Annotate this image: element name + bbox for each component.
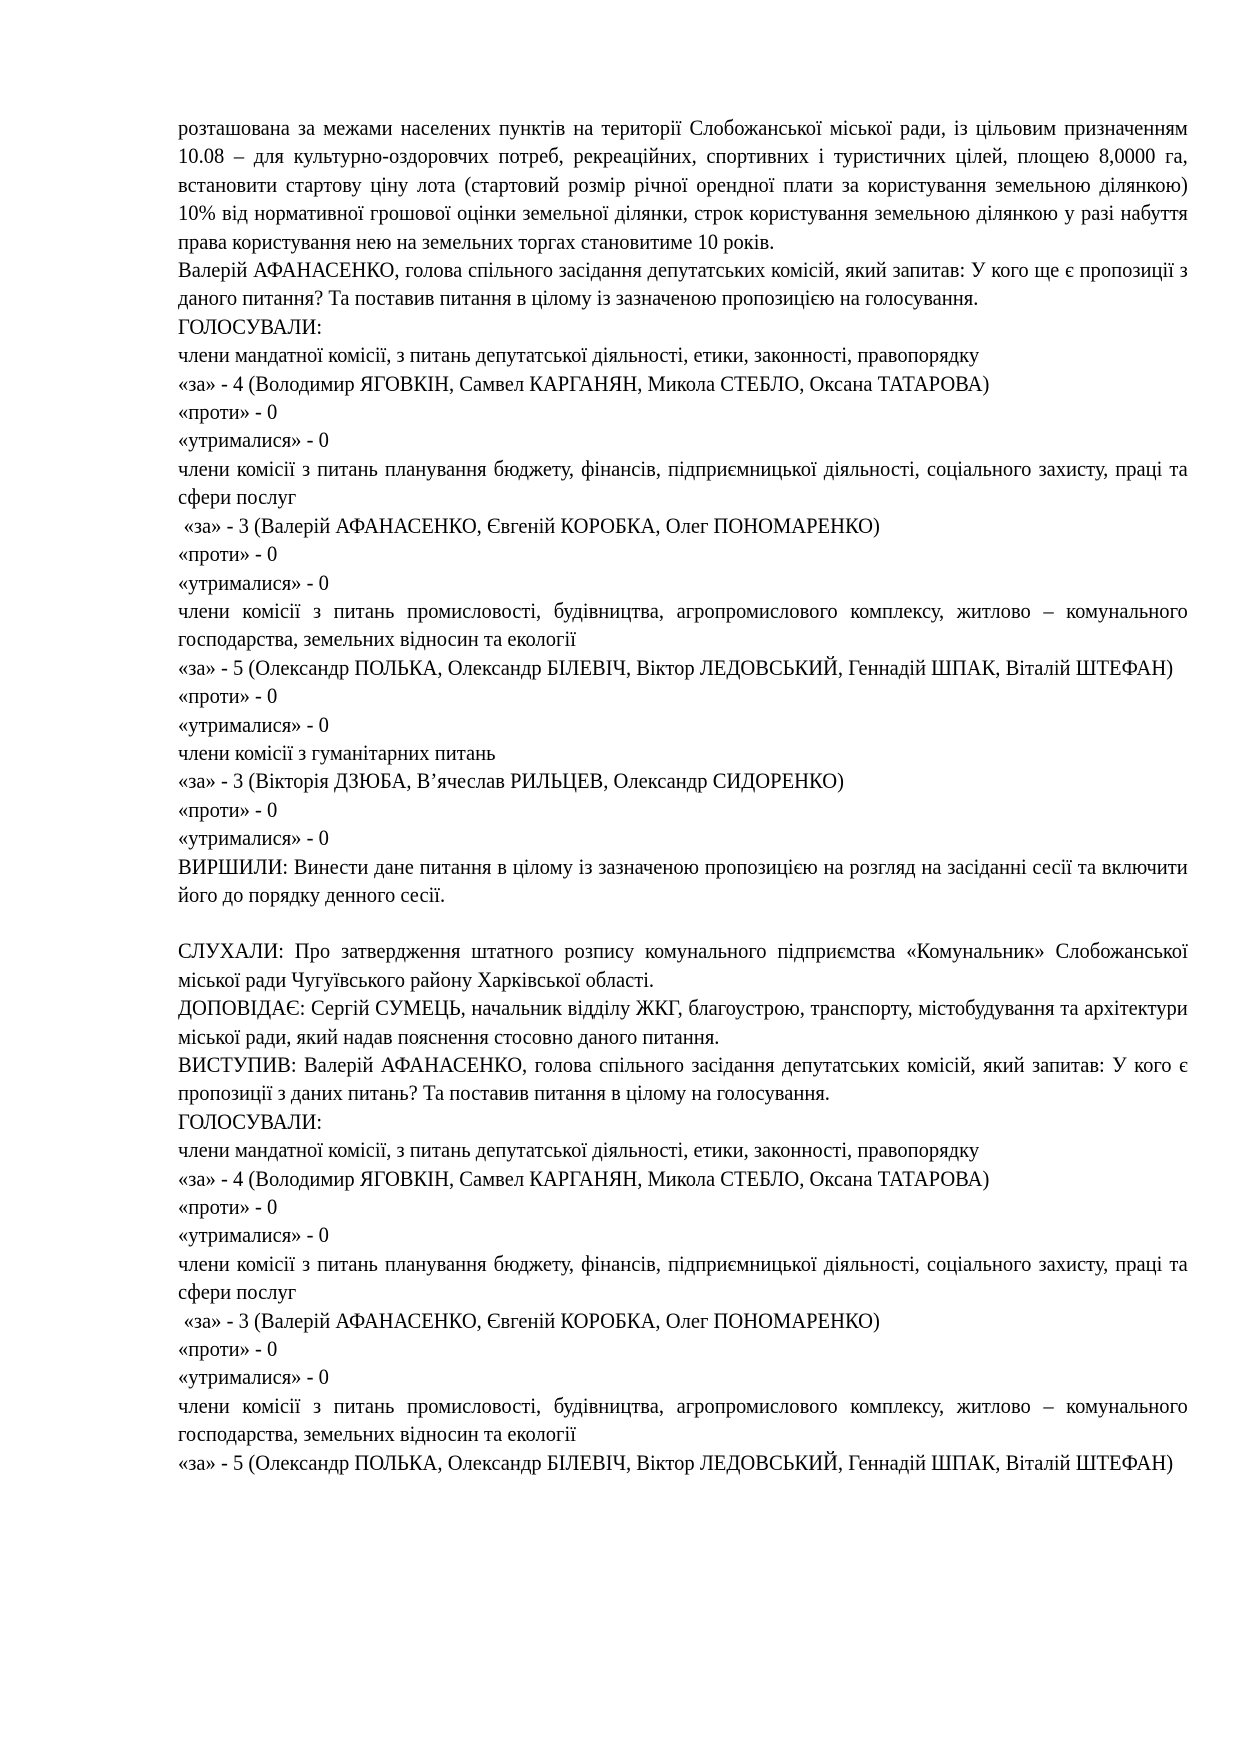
commission-mandate-title: члени мандатної комісії, з питань депутатської діяльності, етики, законності, правопорядку [178,342,980,368]
commission-mandate-against: «проти» - 0 [178,399,278,425]
commission-humanitarian-against: «проти» - 0 [178,796,278,822]
commission-mandate-for: «за» - 4 (Володимир ЯГОВКІН, Самвел КАРГАНЯН, Микола СТЕБЛО, Оксана ТАТАРОВА) [178,370,990,396]
spoke-paragraph: ВИСТУПИВ: Валерій АФАНАСЕНКО, голова спільного засідання депутатських комісій, який запитав: У кого є пропозиції з даних питань? Та поставив питання в цілому на голосування. [178,1052,1188,1106]
commission-budget-title-2: члени комісії з питань планування бюджету, фінансів, підприємницької діяльності, соціального захисту, праці та сфери послуг [178,1250,1188,1305]
commission-humanitarian-abstain: «утрималися» - 0 [178,825,329,851]
voted-heading: ГОЛОСУВАЛИ: [178,313,323,339]
commission-humanitarian-for: «за» - 3 (Вікторія ДЗЮБА, В’ячеслав РИЛЬЦЕВ, Олександр СИДОРЕНКО) [178,768,844,794]
commission-industry-against: «проти» - 0 [178,683,278,709]
chair-question-paragraph: Валерій АФАНАСЕНКО, голова спільного засідання депутатських комісій, який запитав: У кого ще є пропозиції з даного питання? Та поставив питання в цілому із зазначеною пропозицією на голосування. [178,257,1188,311]
commission-industry-title: члени комісії з питань промисловості, будівництва, агропромислового комплексу, житлово – комунального господарства, земельних відносин та екології [178,597,1188,652]
commission-mandate-title-2: члени мандатної комісії, з питань депутатської діяльності, етики, законності, правопорядку [178,1137,980,1163]
reports-paragraph: ДОПОВІДАЄ: Сергій СУМЕЦЬ, начальник відділу ЖКГ, благоустрою, транспорту, містобудування та архітектури міської ради, який надав пояснення стосовно даного питання. [178,995,1188,1049]
land-lot-paragraph: розташована за межами населених пунктів на території Слобожанської міської ради, із цільовим призначенням 10.08 – для культурно-оздоровчих потреб, рекреаційних, спортивних і туристичних цілей, площею 8,0000 га, встановити стартову ціну лота (стартовий розмір річної орендної плати за користування земельною ділянкою) 10% від нормативної грошової оцінки земельної ділянки, строк користування земельною ділянкою у разі набуття права користування нею на земельних торгах становитиме 10 років. [178,115,1188,254]
heard-paragraph: СЛУХАЛИ: Про затвердження штатного розпису комунального підприємства «Комунальник» Слобожанської міської ради Чугуївського району Харківської області. [178,938,1188,992]
decision-paragraph: ВИРШИЛИ: Винести дане питання в цілому із зазначеною пропозицією на розгляд на засіданні сесії та включити його до порядку денного сесії. [178,853,1188,907]
commission-industry-for: «за» - 5 (Олександр ПОЛЬКА, Олександр БІЛЕВІЧ, Віктор ЛЕДОВСЬКИЙ, Геннадій ШПАК, Віталій ШТЕФАН) [178,654,1174,680]
commission-budget-abstain: «утрималися» - 0 [178,569,329,595]
commission-mandate-for-2: «за» - 4 (Володимир ЯГОВКІН, Самвел КАРГАНЯН, Микола СТЕБЛО, Оксана ТАТАРОВА) [178,1165,990,1191]
commission-industry-title-2: члени комісії з питань промисловості, будівництва, агропромислового комплексу, житлово – комунального господарства, земельних відносин та екології [178,1392,1188,1447]
commission-mandate-abstain-2: «утрималися» - 0 [178,1222,329,1248]
commission-industry-for-2: «за» - 5 (Олександр ПОЛЬКА, Олександр БІЛЕВІЧ, Віктор ЛЕДОВСЬКИЙ, Геннадій ШПАК, Віталій ШТЕФАН) [178,1449,1174,1475]
commission-humanitarian-title: члени комісії з гуманітарних питань [178,739,496,765]
commission-budget-abstain-2: «утрималися» - 0 [178,1364,329,1390]
commission-budget-against: «проти» - 0 [178,541,278,567]
commission-mandate-abstain: «утрималися» - 0 [178,427,329,453]
commission-budget-for: «за» - 3 (Валерій АФАНАСЕНКО, Євгеній КОРОБКА, Олег ПОНОМАРЕНКО) [183,512,880,538]
commission-mandate-against-2: «проти» - 0 [178,1194,278,1220]
commission-budget-for-2: «за» - 3 (Валерій АФАНАСЕНКО, Євгеній КОРОБКА, Олег ПОНОМАРЕНКО) [183,1307,880,1333]
voted-heading-2: ГОЛОСУВАЛИ: [178,1108,323,1134]
commission-budget-title: члени комісії з питань планування бюджету, фінансів, підприємницької діяльності, соціального захисту, праці та сфери послуг [178,455,1188,510]
commission-industry-abstain: «утрималися» - 0 [178,711,329,737]
document-page [178,114,1188,1477]
section-gap [178,909,1188,937]
commission-budget-against-2: «проти» - 0 [178,1336,278,1362]
